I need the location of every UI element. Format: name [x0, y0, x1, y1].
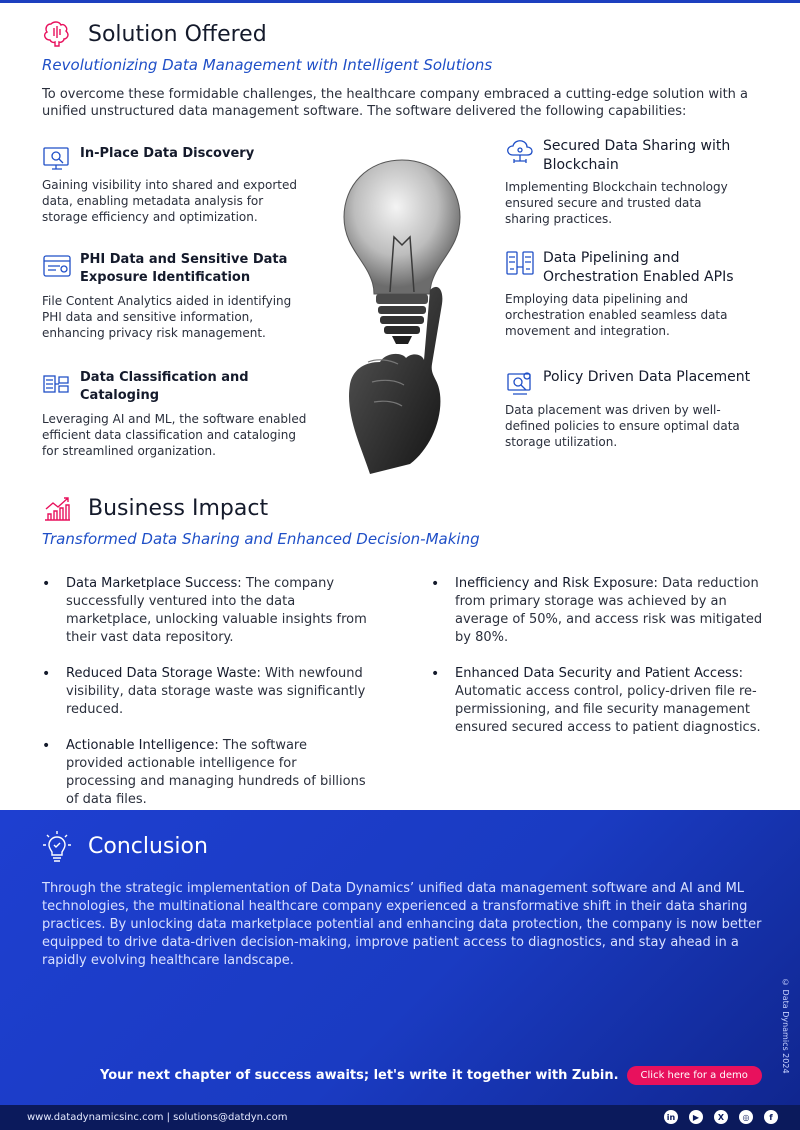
- impact-label: Actionable Intelligence:: [66, 738, 219, 753]
- capability-pipelining-apis: [505, 249, 775, 339]
- call-to-action: [100, 1066, 762, 1085]
- impact-left-list: [42, 575, 367, 827]
- impact-label: Inefficiency and Risk Exposure:: [455, 576, 658, 591]
- solution-intro: To overcome these formidable challenges, the healthcare company embraced a cutting-edge solution with a unified unstructured data management software. The software delivered the following capabilities:: [42, 87, 749, 119]
- capability-title: Data Pipelining and Orchestration Enabled APIs: [543, 250, 734, 285]
- capability-text: Leveraging AI and ML, the software enabled efficient data classification and cataloging for streamlined organization.: [42, 412, 307, 458]
- footer-contact[interactable]: www.datadynamicsinc.com | solutions@datdyn.com: [27, 1112, 288, 1123]
- growth-chart-icon: [42, 493, 72, 523]
- impact-header: [42, 493, 268, 523]
- solution-header: [42, 18, 267, 50]
- x-icon[interactable]: X: [714, 1110, 728, 1124]
- youtube-icon[interactable]: ▶: [689, 1110, 703, 1124]
- capability-text: Data placement was driven by well-defined policies to ensure optimal data storage utilization.: [505, 403, 740, 449]
- impact-label: Enhanced Data Security and Patient Access:: [455, 666, 743, 681]
- linkedin-icon[interactable]: in: [664, 1110, 678, 1124]
- demo-button[interactable]: Click here for a demo: [627, 1066, 762, 1085]
- cloud-network-icon: [505, 137, 535, 167]
- list-item: [42, 575, 367, 647]
- impact-label: Data Marketplace Success:: [66, 576, 242, 591]
- copyright-text: © Data Dynamics 2024: [781, 978, 790, 1074]
- capability-title: Policy Driven Data Placement: [543, 369, 751, 385]
- solution-subtitle: Revolutionizing Data Management with Intelligent Solutions: [42, 56, 493, 74]
- impact-text: With newfound visibility, data storage waste was significantly reduced.: [66, 666, 366, 717]
- conclusion-header: [42, 830, 208, 862]
- list-item: [42, 665, 367, 719]
- impact-title: Business Impact: [88, 495, 269, 521]
- top-accent-bar: [0, 0, 800, 3]
- capability-policy-placement: [505, 368, 775, 450]
- social-links: [653, 1110, 778, 1124]
- impact-text: Data reduction from primary storage was achieved by an average of 50%, and access risk was mitigated by 80%.: [455, 576, 763, 645]
- impact-subtitle: Transformed Data Sharing and Enhanced Decision-Making: [42, 530, 480, 548]
- impact-text: The company successfully ventured into the data marketplace, unlocking valuable insights from their vast data repository.: [66, 576, 367, 645]
- list-item: [42, 737, 367, 809]
- footer: [0, 1105, 800, 1130]
- policy-search-icon: [505, 368, 535, 398]
- capability-text: Employing data pipelining and orchestration enabled seamless data movement and integration.: [505, 292, 728, 338]
- capability-in-place-discovery: [42, 145, 312, 225]
- conclusion-title: Conclusion: [88, 833, 208, 859]
- brain-icon: [42, 18, 72, 50]
- facebook-icon[interactable]: f: [764, 1110, 778, 1124]
- list-item: [431, 575, 776, 647]
- capability-title: Secured Data Sharing with Blockchain: [543, 138, 731, 173]
- capability-blockchain-sharing: [505, 137, 775, 227]
- capability-title: In-Place Data Discovery: [80, 146, 255, 161]
- pipeline-servers-icon: [505, 249, 535, 279]
- capability-title: Data Classification and Cataloging: [80, 370, 249, 403]
- discovery-monitor-icon: [42, 145, 72, 175]
- cta-text: Your next chapter of success awaits; let's write it together with Zubin.: [100, 1068, 619, 1083]
- solution-title: Solution Offered: [88, 21, 267, 47]
- capability-classification: [42, 369, 312, 459]
- idea-bulb-icon: [42, 830, 72, 862]
- capability-text: File Content Analytics aided in identifying PHI data and sensitive information, enhancing privacy risk management.: [42, 294, 292, 340]
- sensitive-data-window-icon: [42, 251, 72, 281]
- impact-text: The software provided actionable intelligence for processing and managing hundreds of billions of data files.: [66, 738, 366, 807]
- capability-title: PHI Data and Sensitive Data Exposure Identification: [80, 252, 288, 285]
- impact-label: Reduced Data Storage Waste:: [66, 666, 261, 681]
- conclusion-section: [0, 810, 800, 1105]
- capability-text: Gaining visibility into shared and exported data, enabling metadata analysis for storage efficiency and optimization.: [42, 178, 297, 224]
- capability-text: Implementing Blockchain technology ensured secure and trusted data sharing practices.: [505, 180, 728, 226]
- list-item: [431, 665, 776, 737]
- capability-phi-identification: [42, 251, 312, 341]
- instagram-icon[interactable]: ◎: [739, 1110, 753, 1124]
- impact-text: Automatic access control, policy-driven file re-permissioning, and file security management ensured secured access to patient diagnostics.: [455, 684, 761, 735]
- conclusion-body: Through the strategic implementation of Data Dynamics’ unified data management software and AI and ML technologies, the multinational healthcare company experienced a transformative shift in their data sharing practices. By unlocking data marketplace potential and enhancing data protection, the company is now better equipped to drive data-driven decision-making, improve patient access to diagnostics, and stay ahead in a rapidly evolving healthcare landscape.: [42, 881, 762, 968]
- lightbulb-hand-image: [322, 150, 482, 480]
- impact-right-list: [431, 575, 776, 755]
- catalog-icon: [42, 369, 72, 399]
